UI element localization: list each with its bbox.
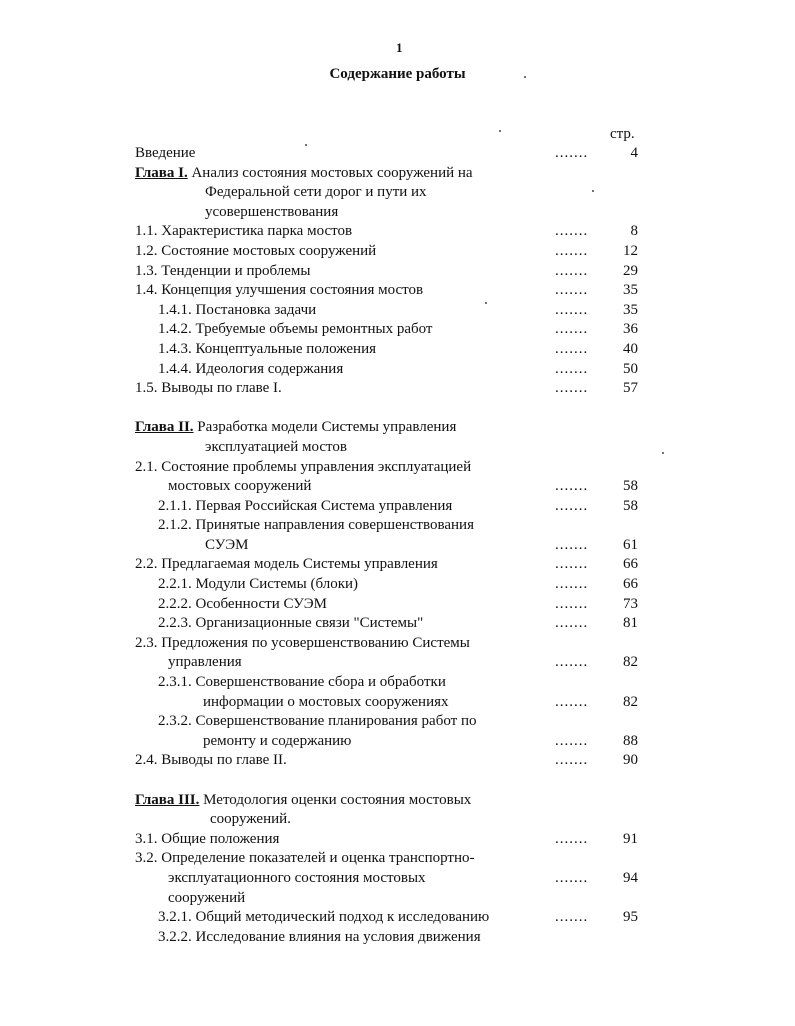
toc-page-number: 94 xyxy=(623,869,638,886)
toc-entry xyxy=(0,653,795,673)
toc-entry-text: 1.2. Состояние мостовых сооружений xyxy=(135,242,377,259)
toc-page-number: 50 xyxy=(623,360,638,377)
toc-entry-text: эксплуатацией мостов xyxy=(205,438,347,455)
dot-leader: ....... xyxy=(555,242,589,259)
toc-entry-text: 2.2.2. Особенности СУЭМ xyxy=(158,595,327,612)
toc-page-number: 40 xyxy=(623,340,638,357)
toc-entry-text: мостовых сооружений xyxy=(168,478,312,495)
toc-entry-text: СУЭМ xyxy=(205,536,249,553)
toc-entry xyxy=(0,262,795,282)
toc-entry xyxy=(0,438,795,458)
toc-entry-text: 1.4. Концепция улучшения состояния мостов xyxy=(135,282,424,299)
toc-entry xyxy=(0,183,795,203)
toc-page-number: 35 xyxy=(623,282,638,299)
toc-entry xyxy=(0,301,795,321)
scan-speck xyxy=(305,144,307,146)
dot-leader: ....... xyxy=(555,497,589,514)
toc-page-number: 88 xyxy=(623,732,638,749)
dot-leader: ....... xyxy=(555,615,589,632)
dot-leader: ....... xyxy=(555,478,589,495)
toc-entry xyxy=(0,164,795,184)
dot-leader: ....... xyxy=(555,262,589,279)
dot-leader: ....... xyxy=(555,380,589,397)
chapter-label: Глава II. xyxy=(135,419,194,436)
toc-entry xyxy=(0,418,795,438)
toc-entry-text: 2.4. Выводы по главе II. xyxy=(135,752,287,769)
toc-page-number: 95 xyxy=(623,909,638,926)
dot-leader: ....... xyxy=(555,830,589,847)
toc-entry-text: 3.1. Общие положения xyxy=(135,830,280,847)
toc-entry-text: усовершенствования xyxy=(205,203,339,220)
toc-entry-text: 2.2. Предлагаемая модель Системы управления xyxy=(135,556,438,573)
toc-entry xyxy=(0,536,795,556)
toc-entry xyxy=(0,320,795,340)
toc-entry-text: ремонту и содержанию xyxy=(203,732,352,749)
toc-entry-text: 2.3.1. Совершенствование сбора и обработки xyxy=(158,674,446,691)
toc-page-number: 29 xyxy=(623,262,638,279)
toc-page-number: 58 xyxy=(623,497,638,514)
dot-leader: ....... xyxy=(555,732,589,749)
toc-page-number: 81 xyxy=(623,615,638,632)
dot-leader: ....... xyxy=(555,536,589,553)
dot-leader: ....... xyxy=(555,340,589,357)
dot-leader: ....... xyxy=(555,321,589,338)
dot-leader: ....... xyxy=(555,595,589,612)
toc-entry xyxy=(0,555,795,575)
toc-page-number: 82 xyxy=(623,654,638,671)
toc-entry xyxy=(0,516,795,536)
toc-entry-text: сооружений. xyxy=(210,811,291,828)
toc-page-number: 4 xyxy=(630,145,638,161)
toc-entry-text: сооружений xyxy=(168,889,246,906)
dot-leader: ....... xyxy=(555,909,589,926)
dot-leader: ....... xyxy=(555,869,589,886)
toc-page-number: 82 xyxy=(623,693,638,710)
toc-entry-text: 3.2. Определение показателей и оценка транспортно- xyxy=(135,850,475,867)
toc-entry xyxy=(0,360,795,380)
scan-speck xyxy=(485,302,487,304)
toc-entry-text: 1.4.2. Требуемые объемы ремонтных работ xyxy=(158,321,433,338)
toc-page-number: 58 xyxy=(623,478,638,495)
scan-speck xyxy=(499,130,501,132)
toc-page-number: 8 xyxy=(630,223,638,240)
toc-entry xyxy=(0,458,795,478)
toc-entry xyxy=(0,203,795,223)
toc-entry xyxy=(0,810,795,830)
dot-leader: ....... xyxy=(555,145,589,161)
toc-entry-text: 1.4.4. Идеология содержания xyxy=(158,360,344,377)
toc-entry xyxy=(0,222,795,242)
page-column-label: стр. xyxy=(610,126,635,142)
table-of-contents xyxy=(0,144,795,947)
toc-entry xyxy=(0,889,795,909)
dot-leader: ....... xyxy=(555,556,589,573)
toc-entry xyxy=(0,693,795,713)
toc-entry-text: 1.4.3. Концептуальные положения xyxy=(158,340,377,357)
toc-entry xyxy=(0,830,795,850)
section-gap xyxy=(0,771,795,791)
toc-entry-text: эксплуатационного состояния мостовых xyxy=(168,869,426,886)
dot-leader: ....... xyxy=(555,576,589,593)
toc-entry xyxy=(0,849,795,869)
toc-entry-text: 2.2.1. Модули Системы (блоки) xyxy=(158,576,359,593)
toc-entry xyxy=(0,869,795,889)
dot-leader: ....... xyxy=(555,654,589,671)
toc-entry-text: Глава II. Разработка модели Системы управления xyxy=(135,419,457,436)
toc-page-number: 36 xyxy=(623,321,638,338)
section-gap xyxy=(0,399,795,419)
scan-speck xyxy=(524,76,526,78)
toc-page-number: 90 xyxy=(623,752,638,769)
toc-entry xyxy=(0,614,795,634)
toc-entry-text: 2.1. Состояние проблемы управления эксплуатацией xyxy=(135,458,472,475)
toc-entry xyxy=(0,928,795,948)
toc-entry xyxy=(0,908,795,928)
toc-entry xyxy=(0,379,795,399)
toc-entry xyxy=(0,595,795,615)
toc-page-number: 35 xyxy=(623,301,638,318)
toc-entry xyxy=(0,791,795,811)
toc-entry xyxy=(0,340,795,360)
dot-leader: ....... xyxy=(555,282,589,299)
toc-page-number: 73 xyxy=(623,595,638,612)
toc-entry-text: Введение xyxy=(135,145,196,161)
toc-entry-text: 1.4.1. Постановка задачи xyxy=(158,301,317,318)
dot-leader: ....... xyxy=(555,223,589,240)
toc-entry xyxy=(0,673,795,693)
toc-entry xyxy=(0,242,795,262)
toc-entry-text: 2.1.2. Принятые направления совершенствования xyxy=(158,517,474,534)
toc-page-number: 91 xyxy=(623,830,638,847)
toc-entry xyxy=(0,144,795,164)
scan-speck xyxy=(662,452,664,454)
toc-entry-text: Глава III. Методология оценки состояния мостовых xyxy=(135,791,472,808)
toc-entry xyxy=(0,575,795,595)
dot-leader: ....... xyxy=(555,301,589,318)
toc-entry-text: управления xyxy=(168,654,242,671)
scan-speck xyxy=(592,190,594,192)
toc-entry xyxy=(0,634,795,654)
toc-entry xyxy=(0,712,795,732)
toc-entry xyxy=(0,497,795,517)
toc-page-number: 57 xyxy=(623,380,638,397)
toc-entry xyxy=(0,751,795,771)
toc-entry-text: 2.3. Предложения по усовершенствованию Системы xyxy=(135,634,470,651)
toc-entry-text: 2.3.2. Совершенствование планирования работ по xyxy=(158,713,477,730)
toc-page-number: 66 xyxy=(623,576,638,593)
toc-entry-text: Федеральной сети дорог и пути их xyxy=(205,184,427,201)
toc-entry-text: 3.2.1. Общий методический подход к исследованию xyxy=(158,909,490,926)
toc-page-number: 61 xyxy=(623,536,638,553)
dot-leader: ....... xyxy=(555,360,589,377)
toc-page-number: 12 xyxy=(623,242,638,259)
toc-entry-text: 2.2.3. Организационные связи "Системы" xyxy=(158,615,424,632)
toc-entry xyxy=(0,281,795,301)
toc-entry-text: Глава I. Анализ состояния мостовых сооружений на xyxy=(135,164,473,181)
page-title: Содержание работы xyxy=(329,66,466,82)
toc-entry xyxy=(0,732,795,752)
page-number: 1 xyxy=(396,40,403,55)
chapter-label: Глава III. xyxy=(135,791,200,808)
toc-entry-text: 3.2.2. Исследование влияния на условия движения xyxy=(158,928,481,945)
toc-entry-text: информации о мостовых сооружениях xyxy=(203,693,449,710)
chapter-label: Глава I. xyxy=(135,164,188,181)
toc-entry-text: 1.1. Характеристика парка мостов xyxy=(135,223,353,240)
dot-leader: ....... xyxy=(555,693,589,710)
dot-leader: ....... xyxy=(555,752,589,769)
toc-entry xyxy=(0,477,795,497)
toc-entry-text: 1.5. Выводы по главе I. xyxy=(135,380,282,397)
toc-page-number: 66 xyxy=(623,556,638,573)
toc-entry-text: 1.3. Тенденции и проблемы xyxy=(135,262,311,279)
toc-entry-text: 2.1.1. Первая Российская Система управления xyxy=(158,497,453,514)
